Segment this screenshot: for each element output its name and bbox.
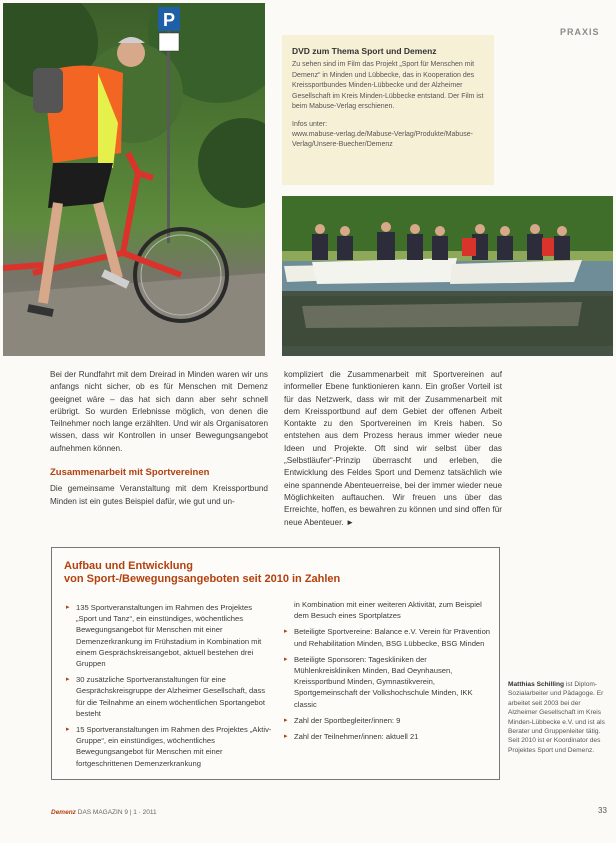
list-item: ▸ 15 Sportveranstaltungen im Rahmen des Projektes „Aktiv-Gruppe“, ein einstündiges, wöchentliches Bewegungsangebot für Menschen mit einer fortgeschrittenen Demenzerkrankung [66, 724, 274, 769]
article-end-icon: ► [345, 517, 355, 527]
facts-box [51, 547, 500, 780]
article-column-left [50, 369, 268, 508]
facts-box-title-line: Aufbau und Entwicklung [64, 560, 193, 572]
section-label: PRAXIS [560, 27, 600, 37]
dvd-info-box [282, 35, 494, 185]
facts-list-right [284, 599, 492, 747]
article-column-right [284, 369, 502, 529]
facts-box-title [64, 560, 340, 586]
info-box-more-label: Infos unter: [292, 120, 328, 128]
list-item: ▸ Beteiligte Sponsoren: Tageskliniken der Mühlenkreiskliniken Minden, Bad Oeynhausen, Kreissportbund Minden, Gymnastikverein, Sportgemeinschaft der Volkshochschule Minden, IKK classic [284, 654, 492, 710]
info-box-title: DVD zum Thema Sport und Demenz [292, 46, 437, 56]
article-paragraph-text: kompliziert die Zusammenarbeit mit Sportvereinen auf informeller Ebene funktionieren kann. Ein großer Vorteil ist für das Netzwerk, dass wir mit der Zusammenarbeit mit dem Kreissportbund auf dem Gebiet der offenen Arbeit Kontakte zu den Sportvereinen im Kreis haben. So entstehen aus dem Prozess heraus immer wieder neue Ideen und Projekte. Oft sind wir selbst über das „Selbstläufer“-Prinzip überrascht und erleben, die Entwicklung des Feldes Sport und Demenz tatsächlich wie eine spannende Abenteuerreise, bei der immer wieder neue Möglichkeiten auftauchen. Wir freuen uns über das Erreichte, hoffen, es bewahren zu können und sind offen für neue Abenteuer. [284, 370, 502, 527]
info-box-text: Zu sehen sind im Film das Projekt „Sport für Menschen mit Demenz“ in Minden und Lübbecke, das in Kooperation des Kreissportbundes Minden-Lübbecke und der Alzheimer Gesellschaft im Kreis Minden-Lübbecke entstand. Der Film ist beim Mabuse-Verlag erschienen. [292, 61, 484, 110]
page-footer [51, 809, 157, 816]
info-box-url[interactable]: www.mabuse-verlag.de/Mabuse-Verlag/Produkte/Mabuse-Verlag/Unsere-Buecher/Demenz [292, 130, 473, 148]
magazine-name: Demenz [51, 809, 76, 816]
list-item: ▸ 30 zusätzliche Sportveranstaltungen für eine Gesprächskreisgruppe der Alzheimer Gesellschaft, dass für die Teilnahme an einem wöchentlichen Sportangebot besteht [66, 674, 274, 719]
list-item: ▸ Beteiligte Sportvereine: Balance e.V. Verein für Prävention und Rehabilitation Minden, BSG Lübbecke, BSG Minden [284, 626, 492, 648]
tricycle-photo [3, 3, 265, 356]
author-name: Matthias Schilling [508, 681, 565, 688]
article-paragraph: Die gemeinsame Veranstaltung mit dem Kreissportbund Minden ist ein gutes Beispiel dafür, wie gut und un- [50, 484, 268, 506]
list-item: ▸ 135 Sportveranstaltungen im Rahmen des Projektes „Sport und Tanz“, ein einstündiges, wöchentliches Bewegungsangebot für Menschen mit einer Demenzerkrankung im Frühstadium in Kombination mit einem Gesprächskreisangebot, aktuell bestehen drei Gruppen [66, 602, 274, 669]
article-subhead: Zusammenarbeit mit Sportvereinen [50, 467, 210, 479]
facts-list-left [66, 602, 274, 774]
facts-box-title-line: von Sport-/Bewegungsangeboten seit 2010 in Zahlen [64, 573, 341, 585]
article-paragraph: Bei der Rundfahrt mit dem Dreirad in Minden waren wir uns anfangs nicht sicher, ob es für Menschen mit Demenz geeignet wäre – das hat sich dann aber sehr schnell erübrigt. So wurden Erlebnisse möglich, von denen die Teilnehmer noch lange erzählten. Und wir als Organisatoren wissen, dass wir Kontrollen in unser Bewegungsangebot aufnehmen können. [50, 370, 268, 453]
author-bio [508, 680, 608, 755]
author-text: ist Diplom-Sozialarbeiter und Pädagoge. Er arbeitet seit 2003 bei der Alzheimer Gesellschaft im Kreis Minden-Lübbecke e.V. und ist als Berater und Gruppenleiter tätig. Seit 2010 ist er Koordinator des Projektes Sport und Demenz. [508, 681, 605, 754]
list-item: in Kombination mit einer weiteren Aktivität, zum Beispiel dem Besuch eines Sportplatzes [294, 600, 482, 621]
page-number: 33 [598, 806, 607, 815]
canoe-photo [282, 196, 613, 356]
article-paragraph [284, 369, 502, 529]
magazine-issue: DAS MAGAZIN 9 | 1 · 2011 [77, 809, 157, 816]
svg-text:P: P [163, 10, 176, 30]
list-item: ▸ Zahl der Teilnehmer/innen: aktuell 21 [284, 731, 492, 742]
list-item: ▸ Zahl der Sportbegleiter/innen: 9 [284, 715, 492, 726]
